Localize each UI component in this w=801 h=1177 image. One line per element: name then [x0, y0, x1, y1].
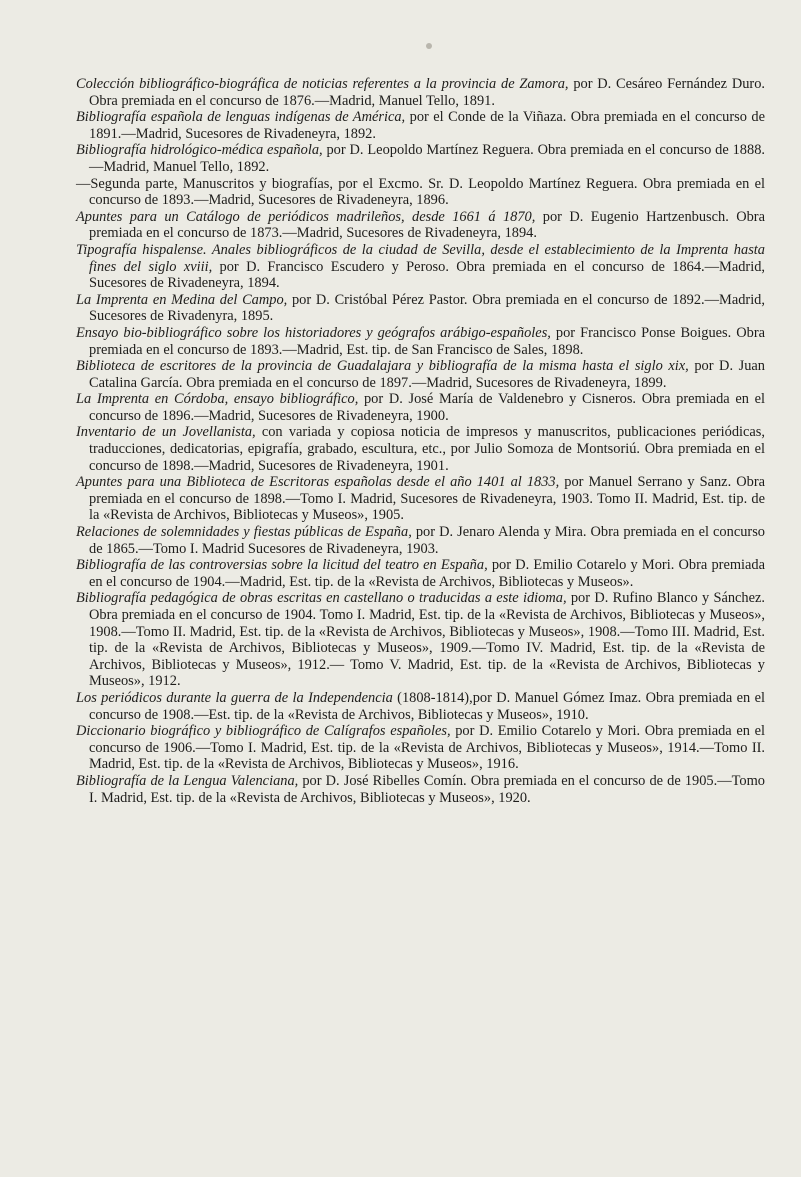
entry-details: por D. Cesáreo Fernández Duro. Obra premiada en el concurso de 1876.—Madrid, Manuel Tello, 1891.	[89, 76, 766, 109]
bibliography-entry	[76, 142, 765, 175]
entry-title: Colección bibliográfico-biográfica de noticias referentes a la provincia de Zamora,	[76, 76, 569, 92]
bibliography-entry	[76, 242, 765, 292]
bibliography-entry	[76, 723, 765, 773]
entry-details: —Segunda parte, Manuscritos y biografías, por el Excmo. Sr. D. Leopoldo Martínez Reguera. Obra premiada en el concurso de 1893.—Madrid, Sucesores de Rivadeneyra, 1896.	[76, 175, 765, 209]
entry-details: por D. Juan Catalina García. Obra premiada en el concurso de 1897.—Madrid, Sucesores de Rivadeneyra, 1899.	[89, 358, 765, 391]
entry-title: Biblioteca de escritores de la provincia de Guadalajara y bibliografía de la misma hasta el siglo xix,	[76, 358, 689, 375]
entry-title: Apuntes para un Catálogo de periódicos madrileños, desde 1661 á 1870,	[76, 208, 536, 225]
entry-details: con variada y copiosa noticia de impresos y manuscritos, publicaciones periódicas, traducciones, dedicatorias, epigrafía, grabado, escultura, etc., por Julio Somoza de Montsoriú. Obra premiada en el concurso de 1898.—Madrid, Sucesores de Rivadeneyra, 1901.	[89, 424, 765, 474]
entry-title: Bibliografía hidrológico-médica española,	[76, 142, 323, 159]
bibliography-entry	[76, 690, 765, 723]
bibliography-entry	[76, 109, 765, 142]
bibliography-entry	[76, 209, 765, 242]
entry-title: Diccionario biográfico y bibliográfico de Calígrafos españoles,	[76, 723, 451, 740]
bibliography-entry	[76, 358, 765, 391]
bibliography-entry	[76, 590, 765, 690]
bibliography-entry	[76, 292, 765, 325]
bibliography-entry	[76, 773, 765, 806]
entry-details: (1808-1814),por D. Manuel Gómez Imaz. Obra premiada en el concurso de 1908.—Est. tip. de la «Revista de Archivos, Bibliotecas y Museos», 1910.	[89, 689, 765, 723]
entry-title: Ensayo bio-bibliográfico sobre los historiadores y geógrafos arábigo-españoles,	[76, 324, 551, 341]
entry-details: por D. José María de Valdenebro y Cisneros. Obra premiada en el concurso de 1896.—Madrid, Sucesores de Rivadeneyra, 1900.	[89, 391, 765, 424]
bibliography-entry	[76, 176, 765, 209]
entry-title: Tipografía hispalense. Anales bibliográficos de la ciudad de Sevilla, desde el establecimiento de la Imprenta hasta fines del siglo xviii,	[76, 241, 765, 275]
bibliography-entry	[76, 76, 765, 109]
bibliography-entry	[76, 325, 765, 358]
entry-details: por D. Eugenio Hartzenbusch. Obra premiada en el concurso de 1873.—Madrid, Sucesores de Rivadeneyra, 1894.	[89, 208, 765, 242]
entry-title: Relaciones de solemnidades y fiestas públicas de España,	[76, 524, 412, 541]
bibliography-entry	[76, 524, 765, 557]
bibliography-entry	[76, 557, 765, 590]
bibliography-list	[76, 76, 765, 806]
entry-title: Bibliografía española de lenguas indígenas de América,	[76, 109, 406, 126]
entry-title: Bibliografía de la Lengua Valenciana,	[76, 772, 299, 789]
entry-title: La Imprenta en Medina del Campo,	[76, 291, 288, 308]
ink-speck	[426, 43, 432, 49]
entry-title: Los periódicos durante la guerra de la Independencia	[76, 689, 393, 706]
entry-title: Bibliografía de las controversias sobre la licitud del teatro en España,	[76, 557, 488, 574]
entry-title: La Imprenta en Córdoba, ensayo bibliográfico,	[76, 391, 359, 408]
entry-details: por D. Jenaro Alenda y Mira. Obra premiada en el concurso de 1865.—Tomo I. Madrid Sucesores de Rivadeneyra, 1903.	[89, 524, 765, 557]
entry-title: Inventario de un Jovellanista,	[76, 424, 256, 441]
bibliography-entry	[76, 391, 765, 424]
entry-details: por D. Cristóbal Pérez Pastor. Obra premiada en el concurso de 1892.—Madrid, Sucesores de Rivadenyra, 1895.	[89, 291, 765, 325]
bibliography-entry	[76, 424, 765, 474]
entry-title: Apuntes para una Biblioteca de Escritoras españolas desde el año 1401 al 1833,	[76, 474, 560, 491]
entry-details: por Manuel Serrano y Sanz. Obra premiada en el concurso de 1898.—Tomo I. Madrid, Sucesores de Rivadeneyra, 1903. Tomo II. Madrid, Est. tip. de la «Revista de Archivos, Bibliotecas y Museos», 1905.	[89, 474, 765, 524]
entry-details: por D. Rufino Blanco y Sánchez. Obra premiada en el concurso de 1904. Tomo I. Madrid, Est. tip. de la «Revista de Archivos, Bibliotecas y Museos», 1908.—Tomo II. Madrid, Est. tip. de la «Revista de Archivos, Bibliotecas y Museos», 1908.—Tomo III. Madrid, Est. tip. de la «Revista de Archivos, Bibliotecas y Museos», 1909.—Tomo IV. Madrid, Est. tip. de la «Revista de Archivos, Bibliotecas y Museos», 1912.— Tomo V. Madrid, Est. tip. de la «Revista de Archivos, Bibliotecas y Museos», 1912.	[89, 590, 766, 690]
entry-details: por D. Leopoldo Martínez Reguera. Obra premiada en el concurso de 1888.—Madrid, Manuel Tello, 1892.	[89, 142, 765, 175]
entry-details: por D. Emilio Cotarelo y Mori. Obra premiada en el concurso de 1906.—Tomo I. Madrid, Est. tip. de la «Revista de Archivos, Bibliotecas y Museos», 1914.—Tomo II. Madrid, Est. tip. de la «Revista de Archivos, Bibliotecas y Museos», 1916.	[89, 723, 765, 773]
entry-details: por D. Emilio Cotarelo y Mori. Obra premiada en el concurso de 1904.—Madrid, Est. tip. de la «Revista de Archivos, Bibliotecas y Museos».	[89, 557, 766, 590]
entry-title: Bibliografía pedagógica de obras escritas en castellano o traducidas a este idioma,	[76, 590, 567, 607]
bibliography-entry	[76, 474, 765, 524]
entry-details: por Francisco Ponse Boigues. Obra premiada en el concurso de 1893.—Madrid, Est. tip. de San Francisco de Sales, 1898.	[89, 324, 765, 358]
entry-details: por D. José Ribelles Comín. Obra premiada en el concurso de de 1905.—Tomo I. Madrid, Est. tip. de la «Revista de Archivos, Bibliotecas y Museos», 1920.	[89, 772, 765, 806]
entry-details: por el Conde de la Viñaza. Obra premiada en el concurso de 1891.—Madrid, Sucesores de Rivadeneyra, 1892.	[89, 109, 765, 142]
entry-details: por D. Francisco Escudero y Peroso. Obra premiada en el concurso de 1864.—Madrid, Sucesores de Rivadeneyra, 1894.	[89, 258, 765, 292]
